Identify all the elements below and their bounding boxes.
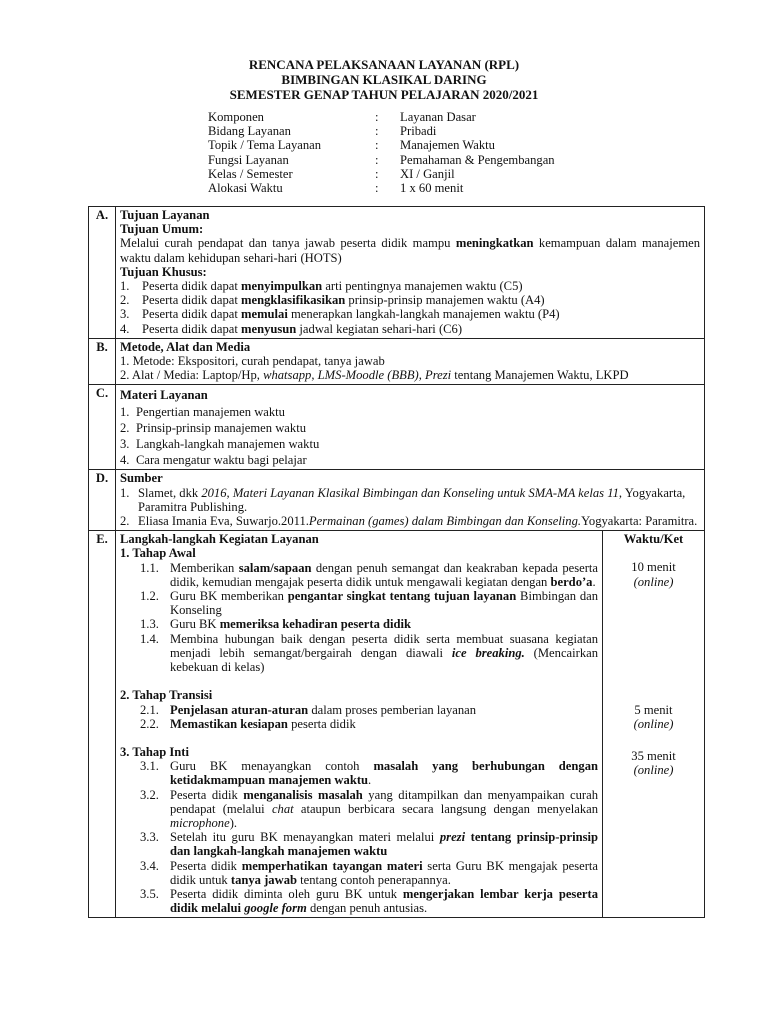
stage3-note: (online) [633, 763, 674, 778]
section-e-content [116, 531, 603, 918]
text-run-bold: memperhatikan tayangan materi [241, 858, 423, 873]
text-run-bold-italic: google form [244, 901, 307, 916]
text-run-bold: menyusun [240, 321, 297, 336]
text-run: Peserta didik dapat [142, 279, 241, 294]
stage-title: 2. Tahap Transisi [120, 688, 213, 703]
header-title: RENCANA PELAKSANAAN LAYANAN (RPL) [248, 57, 520, 72]
stage2-note: (online) [633, 717, 674, 732]
list-number: 1. [120, 485, 130, 500]
meta-label: Kelas / Semester [208, 166, 293, 181]
step-number: 1.4. [140, 631, 159, 646]
step-number: 3.2. [140, 787, 159, 802]
step-item [120, 859, 598, 887]
step-number: 3.3. [140, 830, 159, 845]
text-run: Eliasa Imania Eva, Suwarjo.2011. [138, 514, 309, 529]
text-run-bold: Penjelasan aturan-aturan [170, 702, 309, 717]
text-run-italic: microphone [170, 815, 230, 830]
list-number: 2. [120, 293, 130, 308]
source-item [120, 514, 700, 528]
stage2-time: 5 menit [634, 702, 673, 717]
section-letter: B. [89, 338, 116, 385]
text-run: Bimbingan dan Konseling [170, 589, 599, 618]
stage1-time: 10 menit [631, 560, 676, 575]
list-number: 2. [120, 420, 130, 435]
text-run: peserta didik [287, 716, 356, 731]
text-run: tentang Manajemen Waktu, LKPD [451, 368, 629, 383]
section-letter: C. [89, 385, 116, 470]
meta-value: XI / Ganjil [400, 166, 455, 181]
list-number: 3. [120, 307, 130, 322]
meta-row [208, 110, 555, 124]
text-run: dalam proses pemberian layanan [308, 702, 477, 717]
text-run: dengan penuh semangat dan keakraban kepada peserta didik, kemudian mengajak peserta didik untuk mengawali kegiatan dengan [170, 560, 598, 589]
list-item [120, 293, 700, 307]
metode-item: 1. Metode: Ekspositori, curah pendapat, tanya jawab [120, 354, 385, 369]
meta-value: Pemahaman & Pengembangan [400, 152, 555, 167]
text-run-bold: mengklasifikasikan [240, 293, 346, 308]
text-run: Peserta didik dapat [142, 321, 241, 336]
step-item [120, 887, 598, 915]
step-number: 1.2. [140, 589, 159, 604]
step-number: 3.1. [140, 759, 159, 774]
meta-row [208, 167, 555, 181]
meta-value: Manajemen Waktu [400, 138, 495, 153]
text-run: Peserta didik dapat [142, 307, 241, 322]
time-header: Waktu/Ket [623, 532, 684, 547]
text-run: Peserta didik [170, 787, 244, 802]
meta-row [208, 138, 555, 152]
text-run: , Yogyakarta, Paramitra Publishing. [138, 485, 686, 514]
tujuan-khusus-title: Tujuan Khusus: [120, 264, 207, 279]
text-run-bold: tentang prinsip-prinsip dan langkah-langkah manajemen waktu [170, 830, 598, 859]
text-run: prinsip-prinsip manajemen waktu (A4) [345, 293, 545, 308]
text-run-italic: whatsapp [263, 368, 312, 383]
meta-value: Layanan Dasar [400, 110, 476, 124]
text-run-italic: chat [271, 801, 294, 816]
text-run: Yogyakarta: Paramitra. [581, 514, 698, 529]
tujuan-umum-title: Tujuan Umum: [120, 222, 204, 237]
text-run: Peserta didik diminta oleh guru BK untuk [170, 886, 403, 901]
text-run: tentang contoh penerapannya. [297, 872, 451, 887]
text-run-bold: menganalisis masalah [243, 787, 363, 802]
section-b-row [89, 338, 705, 385]
meta-row [208, 124, 555, 138]
section-d-content [116, 470, 705, 531]
section-b-content [116, 338, 705, 385]
meta-label: Bidang Layanan [208, 124, 291, 139]
step-item [120, 759, 598, 787]
meta-value: Pribadi [400, 124, 437, 139]
text-run: Memberikan [170, 560, 239, 575]
step-item [120, 561, 598, 589]
step-number: 1.3. [140, 617, 159, 632]
text-run-bold: mengerjakan lembar kerja peserta didik melalui [170, 886, 599, 916]
step-item [120, 703, 598, 717]
text-run: Guru BK memberikan [170, 589, 288, 604]
section-letter: D. [89, 470, 116, 531]
text-run-bold: pengantar singkat tentang tujuan layanan [287, 589, 517, 604]
text-run-italic: Prezi [425, 368, 452, 383]
step-number: 3.5. [140, 886, 159, 901]
list-text: Langkah-langkah manajemen waktu [136, 437, 320, 452]
meta-colon: : [375, 166, 379, 181]
step-number: 2.2. [140, 716, 159, 731]
section-title: Tujuan Layanan [120, 208, 210, 222]
text-run: arti pentingnya manajemen waktu (C5) [322, 279, 523, 294]
section-title: Materi Layanan [120, 388, 208, 403]
text-run-bold-italic: prezi [439, 830, 466, 845]
text-run-italic: Permainan (games) dalam Bimbingan dan Konseling. [308, 514, 582, 529]
meta-value: 1 x 60 menit [400, 181, 464, 196]
text-run-bold: berdo’a [550, 574, 593, 589]
section-a-row [89, 207, 705, 339]
section-title: Metode, Alat dan Media [120, 339, 251, 354]
section-a-content [116, 207, 705, 339]
section-e-row [89, 531, 705, 918]
meta-label: Komponen [208, 110, 264, 124]
meta-colon: : [375, 138, 379, 153]
step-item [120, 830, 598, 858]
document-header [0, 57, 768, 102]
text-run-bold: masalah yang berhubungan dengan ketidakmampuan manajemen waktu [170, 759, 598, 788]
section-letter: A. [89, 207, 116, 339]
source-item [120, 486, 700, 514]
list-item [120, 322, 700, 336]
list-item [120, 453, 700, 467]
step-number: 1.1. [140, 560, 159, 575]
meta-row [208, 181, 555, 195]
section-title: Langkah-langkah Kegiatan Layanan [120, 532, 319, 547]
list-number: 4. [120, 453, 130, 468]
meta-colon: : [375, 181, 379, 196]
text-run-bold: menyimpulkan [240, 279, 323, 294]
list-text: Prinsip-prinsip manajemen waktu [136, 420, 306, 435]
stage3-time: 35 menit [631, 749, 676, 764]
text-run-bold: memeriksa kehadiran peserta didik [219, 617, 412, 632]
text-run: ). [229, 815, 238, 830]
text-run: Slamet, dkk [138, 485, 202, 500]
section-c-content [116, 385, 705, 470]
text-run: serta Guru BK mengajak peserta didik untuk [170, 858, 598, 887]
text-run: , [418, 368, 426, 383]
step-item [120, 717, 598, 731]
text-run: kemampuan dalam manajemen waktu dalam kehidupan sehari-hari (HOTS) [120, 236, 701, 265]
text-run: Setelah itu guru BK menayangkan materi melalui [170, 830, 440, 845]
step-item [120, 589, 598, 617]
text-run: jadwal kegiatan sehari-hari (C6) [296, 321, 463, 336]
time-column [603, 531, 705, 918]
list-number: 1. [120, 279, 130, 294]
text-run: . [368, 773, 372, 788]
text-run-italic: 2016, Materi Layanan Klasikal Bimbingan dan Konseling untuk SMA-MA kelas 11 [201, 485, 619, 500]
step-item [120, 617, 598, 631]
text-run: yang ditampilkan dan menyampaikan curah pendapat (melalui [170, 787, 598, 816]
meta-label: Fungsi Layanan [208, 152, 289, 167]
meta-colon: : [375, 110, 379, 124]
section-c-row [89, 385, 705, 470]
text-run-italic: LMS-Moodle (BBB) [317, 368, 419, 383]
stage-title: 3. Tahap Inti [120, 744, 189, 759]
stage-title: 1. Tahap Awal [120, 546, 196, 561]
rpl-table [88, 206, 705, 918]
list-number: 4. [120, 321, 130, 336]
text-run: menerapkan langkah-langkah manajemen waktu (P4) [287, 307, 560, 322]
text-run-bold-italic: ice breaking. [451, 645, 525, 660]
text-run: Melalui curah pendapat dan tanya jawab peserta didik mampu [120, 236, 456, 251]
media-item [120, 368, 700, 382]
text-run: Membina hubungan baik dengan peserta didik serta membuat suasana kegiatan menjadi lebih semangat/bergairah dengan diawali [170, 631, 598, 660]
meta-block [208, 110, 555, 195]
list-number: 2. [120, 514, 130, 529]
section-d-row [89, 470, 705, 531]
text-run: dengan penuh antusias. [306, 901, 428, 916]
meta-colon: : [375, 152, 379, 167]
meta-label: Topik / Tema Layanan [208, 138, 322, 153]
text-run: Guru BK menayangkan contoh [170, 759, 374, 774]
text-run: ataupun berbicara secara langsung dengan menyelakan [293, 801, 599, 816]
text-run: Peserta didik [170, 858, 242, 873]
list-item [120, 437, 700, 451]
text-run-bold: salam/sapaan [238, 560, 312, 575]
list-text: Cara mengatur waktu bagi pelajar [136, 453, 307, 468]
text-run: Peserta didik dapat [142, 293, 241, 308]
text-run-bold: Memastikan kesiapan [170, 716, 288, 731]
text-run: Guru BK [170, 617, 220, 632]
list-item [120, 279, 700, 293]
section-title: Sumber [120, 471, 163, 486]
text-run-bold: meningkatkan [455, 236, 534, 251]
step-item [120, 632, 598, 675]
stage1-note: (online) [633, 574, 674, 589]
list-number: 3. [120, 437, 130, 452]
meta-row [208, 153, 555, 167]
meta-label: Alokasi Waktu [208, 181, 283, 196]
list-item [120, 307, 700, 321]
list-item [120, 405, 700, 419]
list-number: 1. [120, 404, 130, 419]
header-semester: SEMESTER GENAP TAHUN PELAJARAN 2020/2021 [229, 87, 539, 102]
list-item [120, 421, 700, 435]
header-subtitle: BIMBINGAN KLASIKAL DARING [281, 72, 487, 87]
text-run: , [311, 368, 318, 383]
text-run: (Mencairkan kebekuan di kelas) [170, 645, 598, 675]
text-run-bold: memulai [240, 307, 288, 322]
meta-colon: : [375, 124, 379, 139]
step-number: 2.1. [140, 702, 159, 717]
step-item [120, 788, 598, 831]
text-run: . [592, 574, 596, 589]
section-letter: E. [89, 531, 116, 918]
text-run: 2. Alat / Media: Laptop/Hp, [120, 368, 264, 383]
step-number: 3.4. [140, 858, 159, 873]
list-text: Pengertian manajemen waktu [136, 404, 285, 419]
text-run-bold: tanya jawab [230, 872, 297, 887]
tujuan-umum-text [120, 236, 700, 264]
